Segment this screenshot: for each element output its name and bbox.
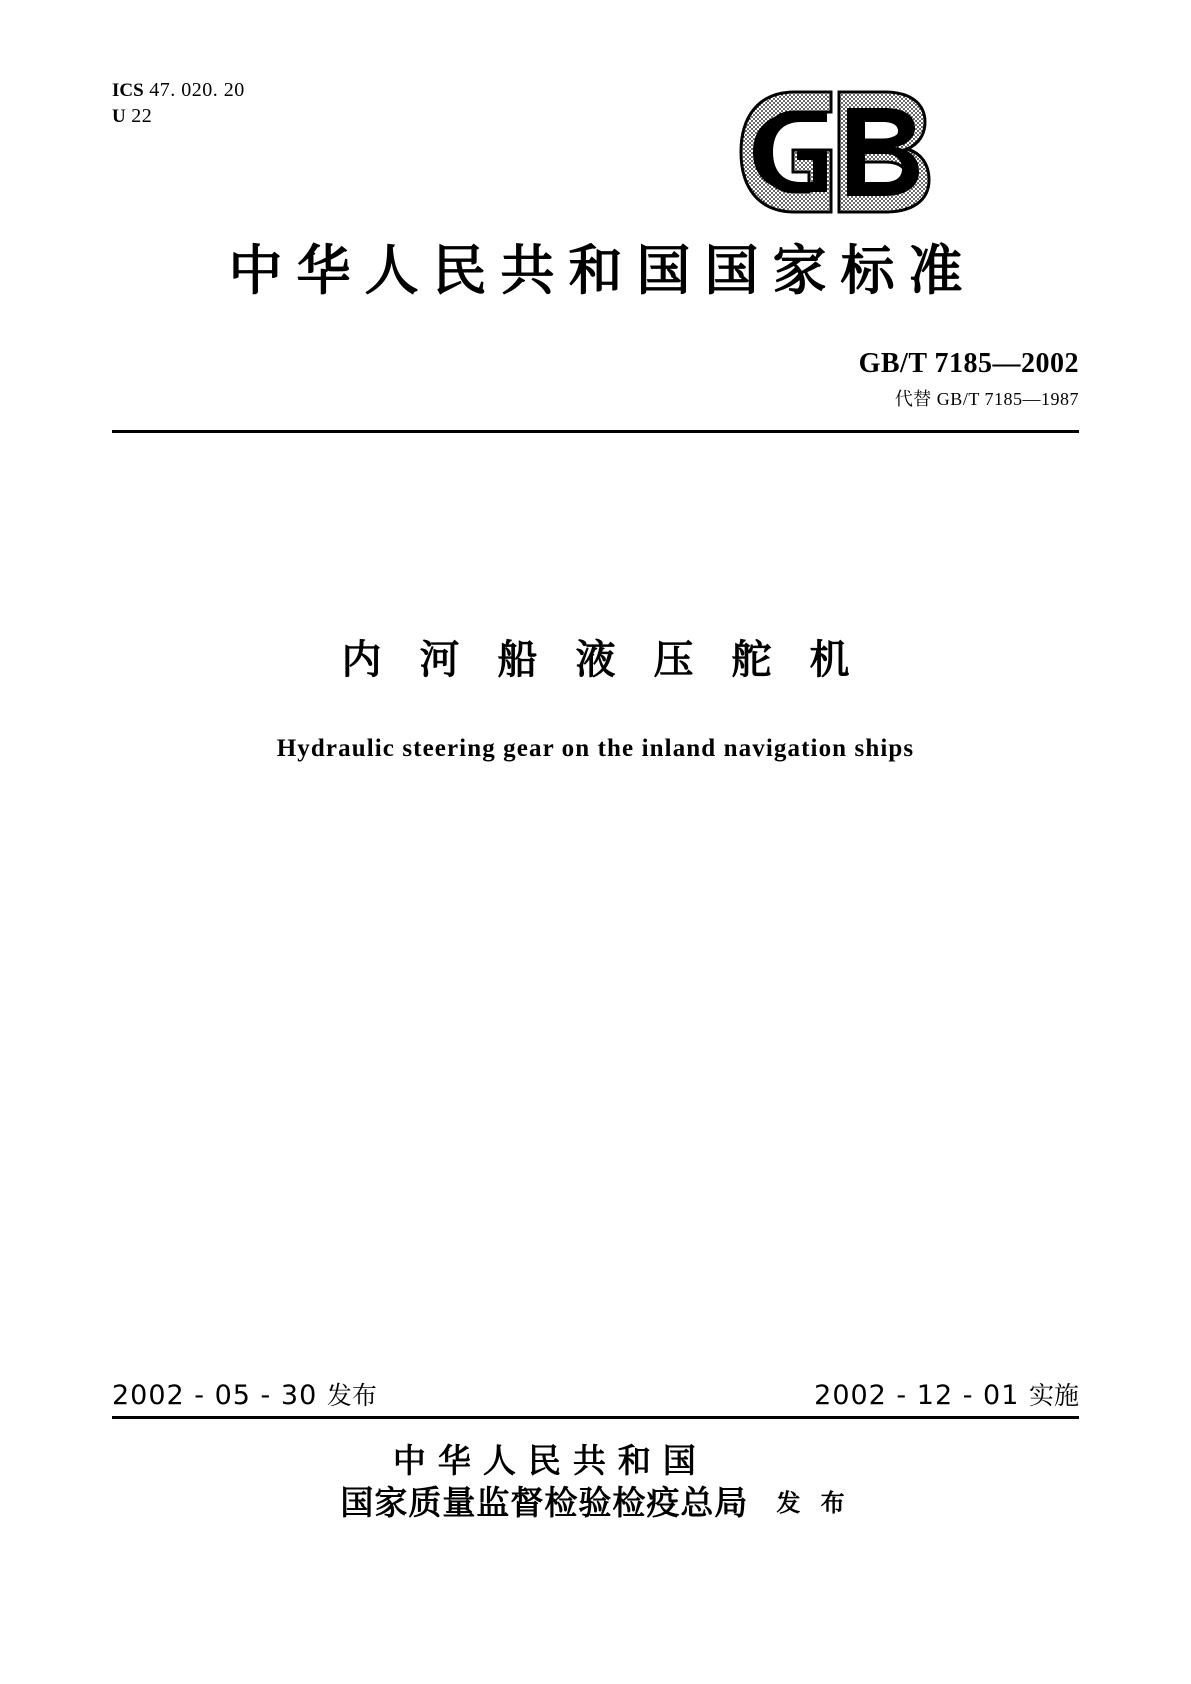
classification-value: 22 xyxy=(131,104,153,127)
standard-number-block xyxy=(859,348,1079,411)
issuer-line-2: 国家质量监督检验检疫总局 xyxy=(340,1483,749,1523)
standard-number: GB/T 7185—2002 xyxy=(858,348,1079,379)
issue-date-group xyxy=(112,1376,377,1412)
publication-dates-row xyxy=(112,1370,1079,1412)
issuer-line-1: 中华人民共和国 xyxy=(392,1441,708,1480)
gb-emblem-icon xyxy=(735,88,940,216)
national-standard-title: 中华人民共和国国家标准 xyxy=(228,239,977,302)
issuer-publish-verb: 发 布 xyxy=(776,1489,851,1518)
issuing-authority-name xyxy=(340,1440,748,1524)
classification-label: U xyxy=(112,105,126,127)
effective-date: 2002 - 12 - 01 xyxy=(814,1380,1020,1411)
effective-date-verb: 实施 xyxy=(1028,1381,1079,1410)
header-divider xyxy=(112,430,1079,433)
ics-line xyxy=(112,78,245,104)
ics-value: 47. 020. 20 xyxy=(149,79,245,101)
issue-date: 2002 - 05 - 30 xyxy=(112,1380,318,1411)
ics-classification-block xyxy=(112,78,245,129)
document-title-english: Hydraulic steering gear on the inland navigation ships xyxy=(276,735,915,762)
issuing-authority xyxy=(0,1440,1191,1524)
document-title-chinese: 内河船液压舵机 xyxy=(341,637,888,683)
issue-date-verb: 发布 xyxy=(326,1381,377,1410)
footer-divider xyxy=(112,1416,1079,1419)
ics-label: ICS xyxy=(112,80,144,101)
standard-replaces: 代替 GB/T 7185—1987 xyxy=(894,389,1079,409)
effective-date-group xyxy=(814,1376,1079,1412)
classification-line xyxy=(112,104,245,130)
